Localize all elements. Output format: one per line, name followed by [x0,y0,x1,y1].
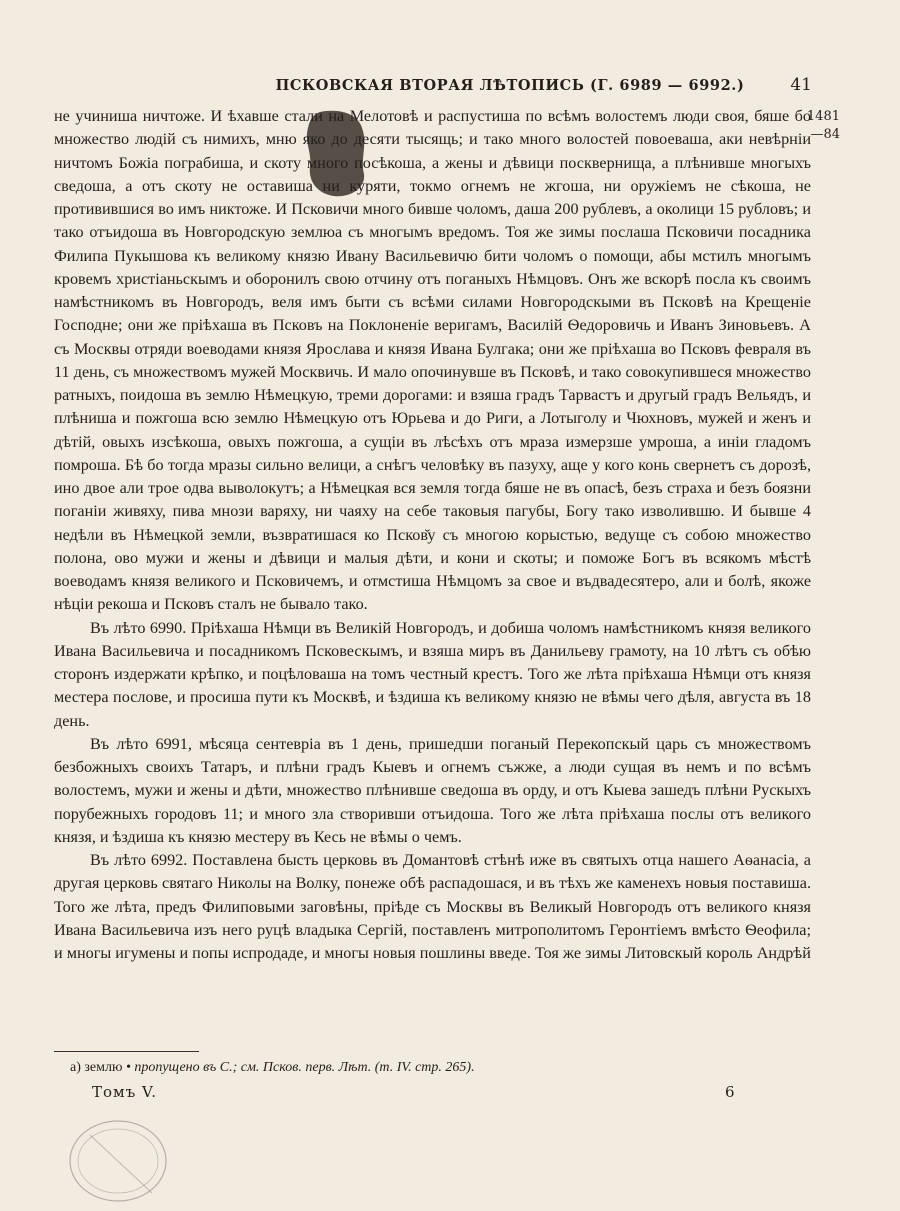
paragraph: не учиниша ничтоже. И ѣхавше стали на Мелотовѣ и распустиша по всѣмъ волостемъ люди своя, бяше бо множество людій съ нимихъ, мню яко до десяти тысящь; и тако много волостей повоеваша, аки невѣрніи ничтомъ Божіа пограбиша, и скоту много посѣкоша, а жены и дѣвици посквернища, а плѣнивше многыхъ сведоша, а отъ скоту не оставиша ни куряти, токмо огнемъ не жгоша, ни оружіемъ не сѣкоша, не противившися во имъ никтоже. И Псковичи много бивше чоломъ, даша 200 рублевъ, а околици 15 рубловъ; и тако отъидоша въ Новгородскую землюa съ многымъ вредомъ. Тоя же зимы послаша Псковичи посадника Филипа Пукышова къ великому князю Ивану Васильевичю бити чоломъ о помощи, абы мстилъ многымъ кровемъ христіаньскымъ и оборонилъ свою отчину отъ поганыхъ Нѣмцовъ. Онъ же вскорѣ посла къ своимъ намѣстникомъ въ Новгородъ, веля имъ быти съ всѣми силами Новгородскыми въ Псковѣ на Крещеніе Господне; они же пріѣхаша въ Псковъ на Поклоненіе веригамъ, Василій Ѳедоровичь и Иванъ Зиновьевъ. А съ Москвы отряди воеводами князя Ярослава и князя Ивана Булгака; они же пріѣхаша во Псковъ февраля въ 11 день, съ множествомъ мужей Москвичь. И мало опочинувше въ Псковѣ, и тако совокупившеся множество ратныхъ, поидоша въ землю Нѣмецкую, треми дорогами: и взяша градъ Тарвастъ и другый градъ Вельядъ, и плѣниша и пожгоша всю землю Нѣмецкую отъ Юрьева и до Риги, а Лотыголу и Чюхновъ, мужей и женъ и дѣтій, овыхъ изсѣкоша, овыхъ пожгоша, а сущіи въ лѣсѣхъ отъ мраза измерзше умроша, а иніи гладомъ помроша. Бѣ бо тогда мразы сильно велици, а снѣгъ человѣку въ пазуху, аще у кого конь свернетъ съ дорозѣ, ино двое али трое одва выволокутъ; а Нѣмецкая вся земля тогда бяше не въ опасѣ, безъ страха и безъ боязни поганіи живяху, пива мнози варяху, ни чаяху на себе таковыя пагубы, Богу тако изволившю. И бывше 4 недѣли въ Нѣмецкой земли, възвратишася ко Псков̆у съ многою корыстью, ведуще съ собою множество полона, ово мужи и жены и дѣвици и малыя дѣти, и кони и скоты; и поможе Богъ въ всякомъ мѣстѣ воеводамъ князя великого и Псковичемъ, и отмстиша Нѣмцомъ за свое и въдвадесятеро, али и болѣ, якоже нѣціи рекоша и Псковъ сталъ не бывало тако. [54,107,811,614]
paragraph: Въ лѣто 6992. Поставлена бысть церковь въ Домантовѣ стѣнѣ иже въ святыхъ отца нашего Аѳанасіа, а другая церковь святаго Николы на Волку, понеже обѣ распадошася, и въ тѣхъ же каменехъ новыя поставиша. Того же лѣта, предъ Филиповыми заговѣны, пріѣде съ Москвы въ Великый Новгородъ отъ великого князя Ивана Васильевича изъ него руцѣ владыка Сергій, поставленъ митрополитомъ Геронтіемъ вмѣсто Ѳеофила; и многы игумены и попы испродаде, и многы новыя пошлины введе. Тоя же зимы Литовскый король Андрѣй [54,851,811,962]
running-header: ПСКОВСКАЯ ВТОРАЯ ЛѢТОПИСЬ (Г. 6989 — 6992.) [275,77,745,94]
footnote-marker: а) землю [70,1060,123,1075]
signature-mark: 6 [725,1083,735,1101]
footnote-text: • пропущено въ С.; см. Псков. перв. Лѣт. (т. IV. стр. 265). [125,1060,475,1075]
main-text [54,105,811,965]
paragraph: Въ лѣто 6990. Пріѣхаша Нѣмци въ Великій Новгородъ, и добиша чоломъ намѣстникомъ князя великого Ивана Васильевича и посадникомъ Псковескымъ, и взяша миръ въ Данильеву грамоту, на 10 лѣтъ съ обѣю сторонъ издержати крѣпко, и поцѣловаша на томъ честный крестъ. Того же лѣта пріѣхаша Нѣмци отъ князя местера послове, и просиша пути къ Москвѣ, и ѣздиша къ великому князю не вѣмы чего дѣля, августа въ 18 день. [54,618,811,730]
volume-label: Томъ V. [92,1083,157,1101]
footnote [70,1060,770,1076]
footnote-divider [54,1051,199,1052]
margin-year-range: —84 [810,127,840,142]
page-number: 41 [790,75,812,95]
margin-year: 1481 [806,109,840,124]
paragraph: Въ лѣто 6991, мѣсяца сентевріа въ 1 день, пришедши поганый Перекопскый царь съ множествомъ безбожныхъ своихъ Татаръ, и плѣни градъ Кыевъ и огнемъ съжже, а люди сущая въ немъ и по всѣмъ волостемъ, мужи и жены и дѣти, множество плѣнивше сведоша въ орду, и отъ Кыева зашедъ плѣни Рускыхъ порубежныхъ городовъ 11; и много зла створивши отъидоша. Того же лѣта пріѣхаша послы отъ великого князя, и ѣздиша къ князю местеру въ Кесь не вѣмы о чемъ. [54,734,811,846]
library-stamp [60,1115,170,1205]
